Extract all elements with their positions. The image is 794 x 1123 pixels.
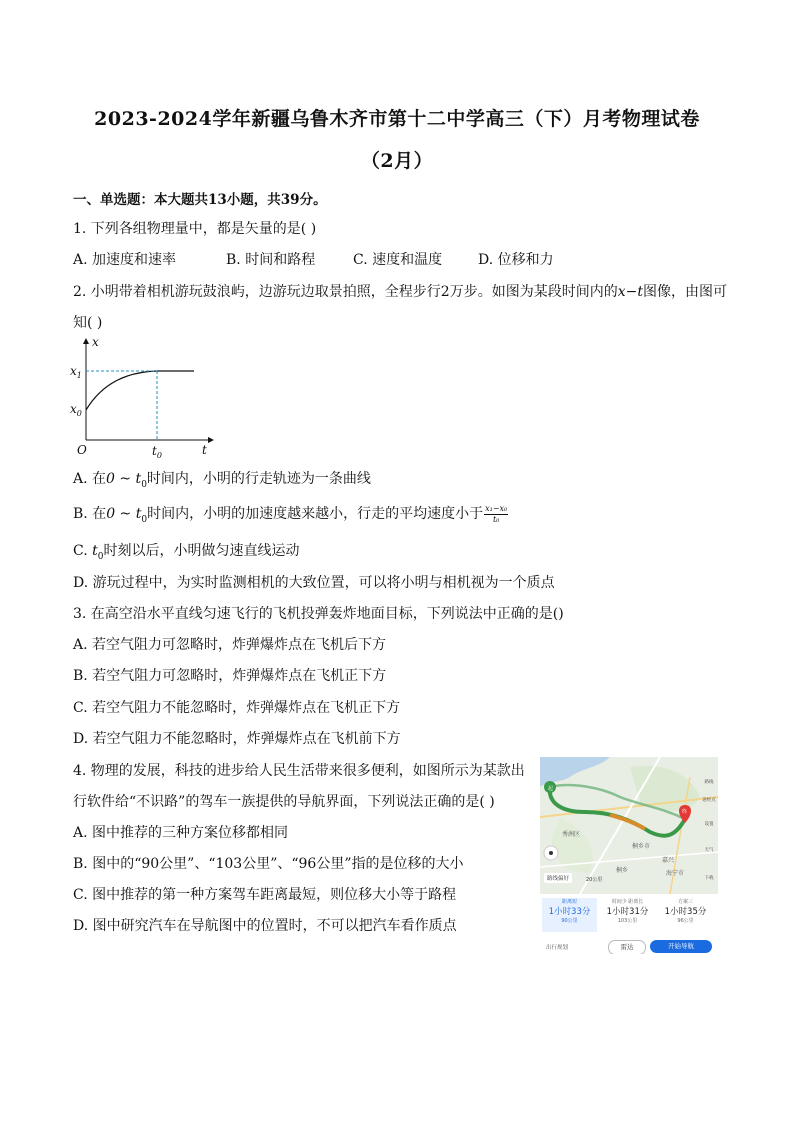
q4-stem-line2: 行软件给“不识路”的驾车一族提供的导航界面，下列说法正确的是( ) bbox=[73, 794, 495, 810]
q1-options bbox=[73, 249, 554, 269]
start-marker-label: 起 bbox=[548, 786, 554, 792]
xt-graph bbox=[68, 334, 228, 459]
t-axis-arrow bbox=[208, 437, 214, 443]
q1-stem: 1. 下列各组物理量中，都是矢量的是( ) bbox=[73, 221, 317, 237]
q2-option-c: C. $t_0$时刻以后，小明做匀速直线运动 bbox=[73, 543, 300, 562]
q1-option-a: A. 加速度和速率 bbox=[73, 252, 177, 268]
q2-stem-line2: 知( ) bbox=[73, 315, 103, 331]
route-preference-button[interactable]: 路线偏好 bbox=[544, 873, 572, 883]
q1-option-d: D. 位移和力 bbox=[478, 252, 554, 268]
q4-option-d: D. 图中研究汽车在导航图中的位置时，不可以把汽车看作质点 bbox=[73, 918, 457, 934]
q2-option-b: B. 在0 ~ $t_0$时间内，小明的加速度越来越小，行走的平均速度小于 $\frac{\text{x₁−x₀}}{\text{t₀}}$ bbox=[73, 503, 508, 525]
x0-label: $x_0$ bbox=[70, 402, 82, 418]
q3-stem: 3. 在高空沿水平直线匀速飞行的飞机投弹轰炸地面目标，下列说法中正确的是() bbox=[73, 606, 564, 622]
q4-option-a: A. 图中推荐的三种方案位移都相同 bbox=[73, 825, 289, 841]
side-button-weather[interactable]: 天气 bbox=[704, 848, 714, 853]
q4-option-b: B. 图中的“90公里”、“103公里”、“96公里”指的是位移的大小 bbox=[73, 856, 464, 872]
exam-title-line1: 2023-2024学年新疆乌鲁木齐市第十二中学高三（下）月考物理试卷 bbox=[94, 108, 700, 130]
q2-option-a: A. 在0 ~ $t_0$时间内，小明的行走轨迹为一条曲线 bbox=[73, 471, 371, 490]
section-header: 一、单选题：本大题共13小题，共39分。 bbox=[73, 192, 327, 208]
place-label-tongxiang-city: 桐乡市 bbox=[632, 843, 651, 850]
q2-var-xt: x−t bbox=[617, 284, 643, 300]
radar-button[interactable]: 雷达 bbox=[608, 940, 646, 954]
place-label-tongxiang: 桐乡 bbox=[616, 867, 629, 874]
x1-label: $x_1$ bbox=[70, 364, 82, 380]
q4-option-c: C. 图中推荐的第一种方案驾车距离最短，则位移大小等于路程 bbox=[73, 887, 457, 903]
side-button-route[interactable]: 路线 bbox=[704, 780, 714, 785]
route-option-2[interactable]: 时间少 距离长 1小时31分 103公里 bbox=[606, 899, 649, 924]
navigation-map-image bbox=[540, 757, 718, 954]
xt-curve bbox=[86, 371, 194, 410]
q3-option-a: A. 若空气阻力可忽略时，炸弹爆炸点在飞机后下方 bbox=[73, 637, 387, 653]
q4-stem-line1: 4. 物理的发展，科技的进步给人民生活带来很多便利，如图所示为某款出 bbox=[73, 763, 525, 779]
start-navigation-button[interactable]: 开始导航 bbox=[650, 940, 712, 953]
side-button-download[interactable]: 下载 bbox=[704, 876, 714, 881]
q3-option-c: C. 若空气阻力不能忽略时，炸弹爆炸点在飞机正下方 bbox=[73, 700, 401, 716]
q3-option-d: D. 若空气阻力不能忽略时，炸弹爆炸点在飞机前下方 bbox=[73, 731, 401, 747]
q2-stem-line1: 2. 小明带着相机游玩鼓浪屿，边游玩边取景拍照，全程步行2万步。如图为某段时间内的x−t图像，由图可 bbox=[73, 284, 727, 300]
x-axis-label: x bbox=[92, 335, 99, 349]
place-label-xiuzhou: 秀洲区 bbox=[562, 831, 581, 838]
route-option-1[interactable]: 距离短 1小时33分 90公里 bbox=[542, 898, 597, 932]
place-label-haining: 海宁市 bbox=[666, 870, 685, 877]
end-marker-label: 终 bbox=[682, 809, 688, 815]
q1-option-c: C. 速度和温度 bbox=[353, 252, 443, 268]
q2-option-d: D. 游玩过程中，为实时监测相机的大致位置，可以将小明与相机视为一个质点 bbox=[73, 575, 555, 591]
route-option-3[interactable]: 方案三 1小时35分 96公里 bbox=[664, 899, 707, 924]
side-button-settings[interactable]: 设置 bbox=[704, 822, 714, 827]
average-velocity-fraction: $\frac{\text{x₁−x₀}}{\text{t₀}}$ bbox=[485, 503, 508, 524]
q1-option-b: B. 时间和路程 bbox=[226, 252, 316, 268]
q3-option-b: B. 若空气阻力可忽略时，炸弹爆炸点在飞机正下方 bbox=[73, 668, 387, 684]
exam-title-line2: （2月） bbox=[360, 150, 434, 172]
map-scale: 20公里 bbox=[586, 877, 603, 883]
place-label-jiaxing: 嘉兴 bbox=[662, 857, 675, 864]
t-axis-label: t bbox=[202, 443, 207, 457]
x-axis-arrow bbox=[83, 338, 89, 344]
trip-planning-link[interactable]: 出行规划 bbox=[546, 945, 569, 951]
t0-label: $t_0$ bbox=[152, 444, 162, 459]
origin-label: O bbox=[77, 443, 87, 457]
side-button-waypoint[interactable]: 途经点 bbox=[702, 798, 716, 803]
